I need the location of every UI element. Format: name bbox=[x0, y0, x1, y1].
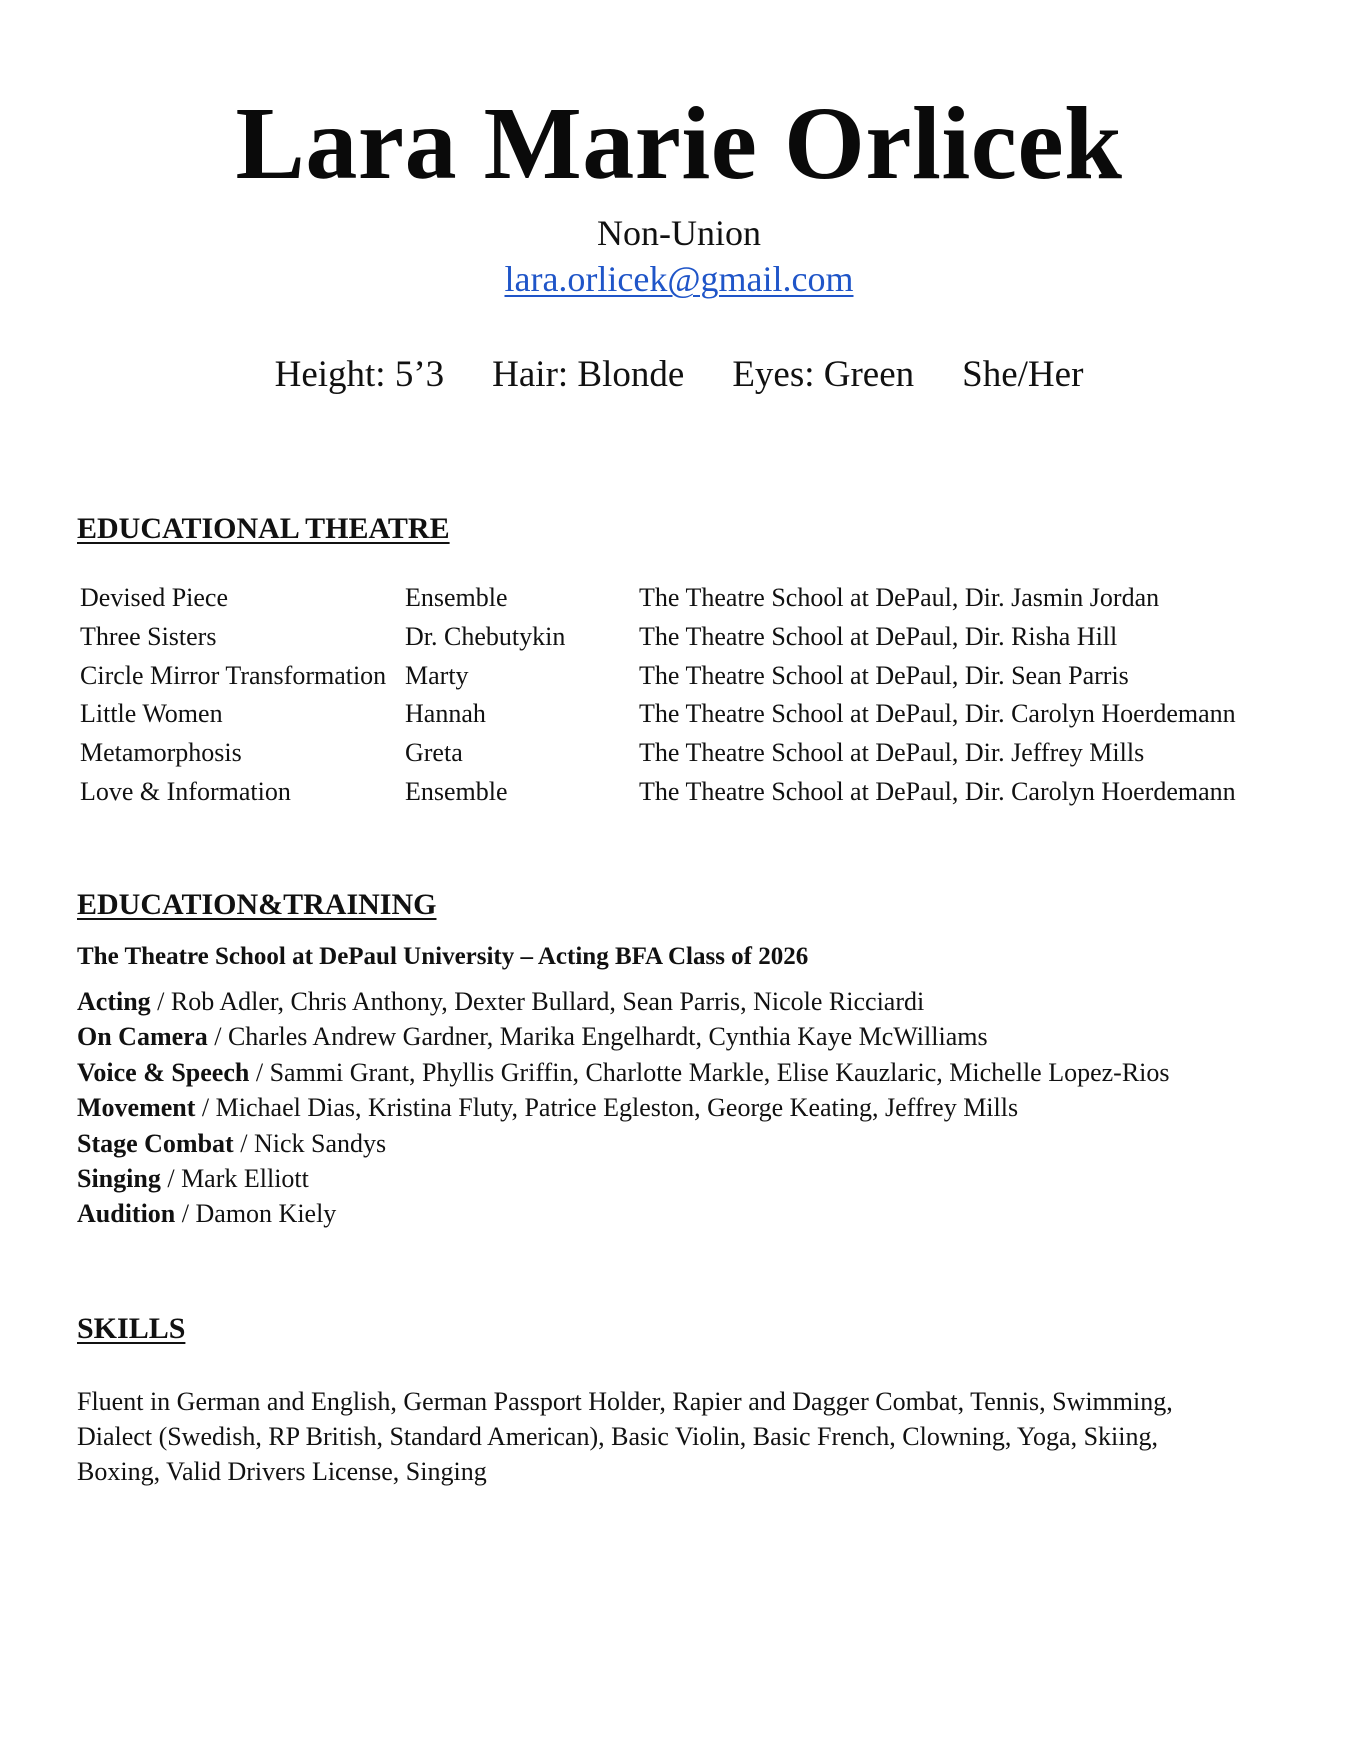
credit-role: Greta bbox=[405, 738, 463, 768]
training-row bbox=[77, 1090, 1170, 1125]
skills-text: Fluent in German and English, German Passport Holder, Rapier and Dagger Combat, Tennis, Swimming, Dialect (Swedish, RP British, Standard American), Basic Violin, Basic French, Clowning, Yoga, Skiing, Boxing, Valid Drivers License, Singing bbox=[77, 1387, 1173, 1486]
email-line bbox=[0, 258, 1358, 300]
training-teachers: Charles Andrew Gardner, Marika Engelhardt, Cynthia Kaye McWilliams bbox=[227, 1022, 988, 1052]
credit-venue: The Theatre School at DePaul, Dir. Jasmin Jordan bbox=[639, 583, 1160, 612]
email-link[interactable]: lara.orlicek@gmail.com bbox=[504, 259, 854, 299]
training-teachers: Damon Kiely bbox=[195, 1199, 337, 1229]
credit-venue: The Theatre School at DePaul, Dir. Sean Parris bbox=[639, 660, 1129, 690]
training-label: Stage Combat bbox=[77, 1128, 234, 1158]
pronouns-stat: She/Her bbox=[962, 354, 1084, 395]
credit-show: Circle Mirror Transformation bbox=[80, 660, 387, 690]
credit-role: Dr. Chebutykin bbox=[405, 621, 566, 651]
training-row bbox=[77, 984, 1170, 1019]
training-label: Audition bbox=[77, 1199, 176, 1229]
training-separator: / bbox=[175, 1199, 196, 1229]
credit-venue: The Theatre School at DePaul, Dir. Carolyn Hoerdemann bbox=[639, 699, 1236, 729]
height-stat: Height: 5’3 bbox=[274, 354, 445, 395]
credit-venue: The Theatre School at DePaul, Dir. Jeffrey Mills bbox=[639, 738, 1145, 768]
training-separator: / bbox=[233, 1128, 254, 1158]
training-label: Acting bbox=[77, 987, 151, 1016]
training-row bbox=[77, 1055, 1170, 1090]
training-teachers: Michael Dias, Kristina Fluty, Patrice Egleston, George Keating, Jeffrey Mills bbox=[215, 1093, 1019, 1123]
skills-heading: SKILLS bbox=[77, 1312, 186, 1345]
training-label: Singing bbox=[77, 1163, 161, 1193]
credit-venue: The Theatre School at DePaul, Dir. Risha Hill bbox=[639, 621, 1118, 651]
credit-role: Ensemble bbox=[405, 776, 508, 806]
resume-name: Lara Marie Orlicek bbox=[235, 86, 1123, 201]
training-separator: / bbox=[249, 1057, 270, 1087]
training-teachers: Nick Sandys bbox=[253, 1128, 387, 1158]
credit-role: Hannah bbox=[405, 699, 486, 729]
hair-stat: Hair: Blonde bbox=[492, 354, 685, 395]
credit-venue: The Theatre School at DePaul, Dir. Carolyn Hoerdemann bbox=[639, 776, 1236, 806]
training-list bbox=[77, 984, 1170, 1232]
credit-show: Devised Piece bbox=[80, 583, 229, 612]
training-label: Movement bbox=[77, 1093, 196, 1123]
credit-show: Three Sisters bbox=[80, 621, 217, 651]
credit-show: Metamorphosis bbox=[80, 738, 242, 768]
training-separator: / bbox=[150, 987, 171, 1016]
training-teachers: Mark Elliott bbox=[181, 1163, 309, 1193]
physical-stats bbox=[0, 353, 1358, 397]
credit-show: Love & Information bbox=[80, 776, 291, 806]
training-label: On Camera bbox=[77, 1022, 208, 1052]
union-status: Non-Union bbox=[597, 213, 761, 253]
eyes-stat: Eyes: Green bbox=[732, 354, 915, 395]
educational-theatre-heading: EDUCATIONAL THEATRE bbox=[77, 512, 450, 545]
credit-show: Little Women bbox=[80, 699, 223, 729]
training-separator: / bbox=[207, 1022, 228, 1052]
credit-role: Ensemble bbox=[405, 583, 508, 612]
credit-role: Marty bbox=[405, 660, 469, 690]
training-row bbox=[77, 1019, 1170, 1054]
training-teachers: Rob Adler, Chris Anthony, Dexter Bullard, Sean Parris, Nicole Ricciardi bbox=[170, 987, 925, 1016]
training-separator: / bbox=[160, 1163, 182, 1193]
training-row bbox=[77, 1196, 1170, 1231]
training-separator: / bbox=[195, 1093, 216, 1123]
training-label: Voice & Speech bbox=[77, 1057, 250, 1087]
school-program: The Theatre School at DePaul University – Acting BFA Class of 2026 bbox=[77, 943, 809, 970]
training-row bbox=[77, 1161, 1170, 1196]
education-training-heading: EDUCATION&TRAINING bbox=[77, 888, 437, 921]
training-row bbox=[77, 1126, 1170, 1161]
training-teachers: Sammi Grant, Phyllis Griffin, Charlotte Markle, Elise Kauzlaric, Michelle Lopez-Rios bbox=[269, 1057, 1170, 1087]
